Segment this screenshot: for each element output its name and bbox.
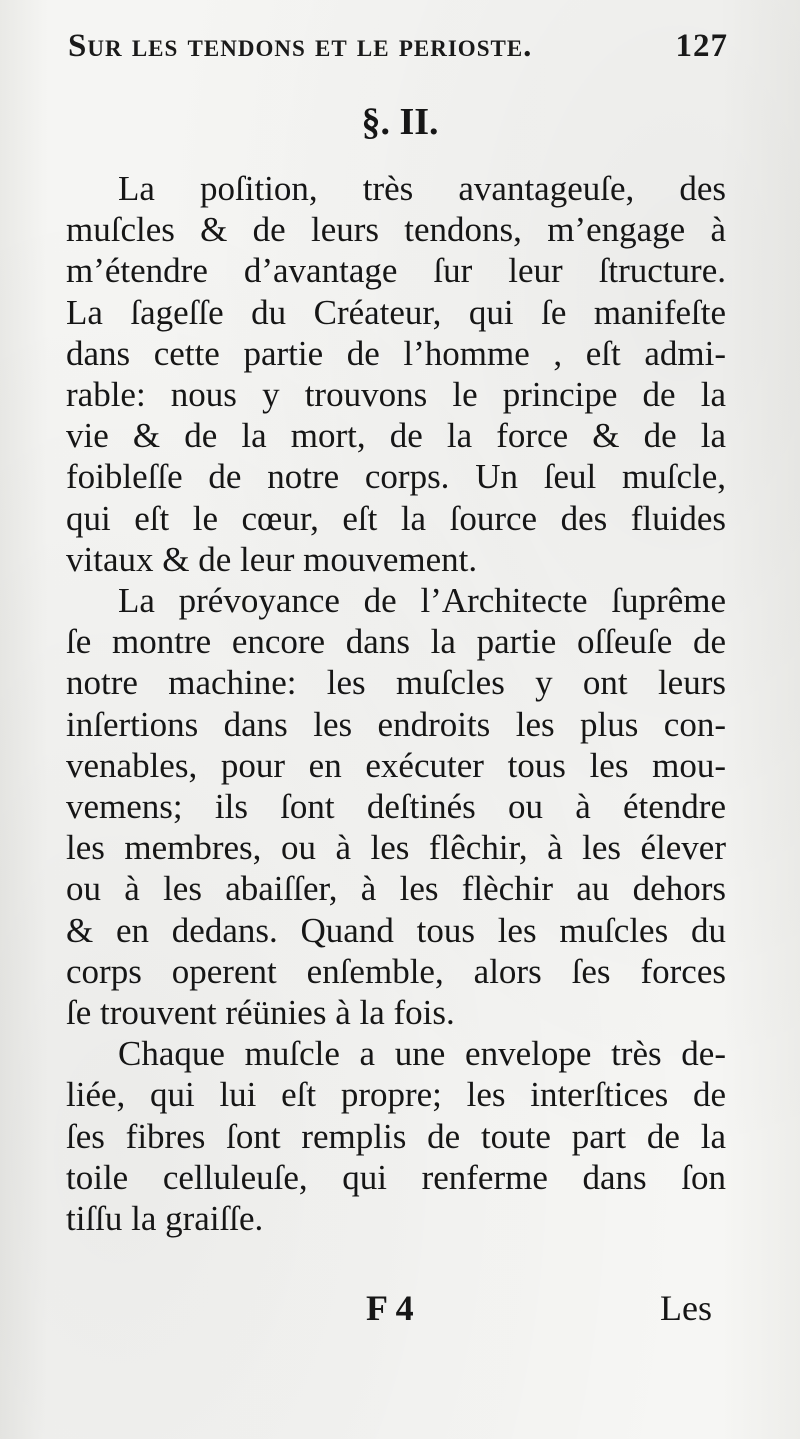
text-line: ſe trouvent réünies à la fois. bbox=[66, 993, 455, 1033]
page-footer bbox=[0, 1287, 800, 1333]
text-line: vie & de la mort, de la force & de la bbox=[66, 416, 726, 456]
text-line: muſcles & de leurs tendons, m’engage à bbox=[66, 210, 726, 250]
paragraph-2 bbox=[66, 580, 726, 1033]
text-line: venables, pour en exécuter tous les mou- bbox=[66, 745, 726, 785]
page-number: 127 bbox=[675, 28, 728, 64]
text-line: qui eſt le cœur, eſt la ſource des fluides bbox=[66, 498, 726, 538]
text-line: m’étendre d’avantage ſur leur ſtructure. bbox=[66, 251, 726, 291]
text-line: foibleſſe de notre corps. Un ſeul muſcle, bbox=[66, 457, 726, 497]
text-line: tiſſu la graiſſe. bbox=[66, 1199, 264, 1239]
text-line: vemens; ils ſont deſtinés ou à étendre bbox=[66, 787, 726, 827]
text-line: rable: nous y trouvons le principe de la bbox=[66, 375, 726, 415]
text-line: La ſageſſe du Créateur, qui ſe manifeſte bbox=[66, 292, 726, 332]
section-heading: §. II. bbox=[361, 101, 439, 143]
catchword: Les bbox=[660, 1288, 712, 1328]
text-line: corps operent enſemble, alors ſes forces bbox=[66, 951, 726, 991]
text-line: ſe montre encore dans la partie oſſeuſe de bbox=[66, 622, 726, 662]
text-line: toile celluleuſe, qui renferme dans ſon bbox=[66, 1157, 726, 1197]
text-line: dans cette partie de l’homme , eſt admi- bbox=[66, 333, 726, 373]
text-line: La poſition, très avantageuſe, des bbox=[118, 169, 726, 208]
text-line: liée, qui lui eſt propre; les interſtices de bbox=[66, 1075, 726, 1115]
paragraph-3 bbox=[66, 1033, 726, 1239]
running-title: Sur les tendons et le perioste. bbox=[68, 28, 533, 64]
paragraph-1 bbox=[66, 168, 726, 580]
text-line: vitaux & de leur mouvement. bbox=[66, 539, 478, 579]
text-line: notre machine: les muſcles y ont leurs bbox=[66, 663, 726, 703]
page-header bbox=[68, 28, 728, 74]
text-line: La prévoyance de l’Architecte ſuprême bbox=[118, 581, 726, 621]
text-line: Chaque muſcle a une envelope très de- bbox=[118, 1034, 726, 1074]
text-line: ſes fibres ſont remplis de toute part de la bbox=[66, 1116, 726, 1156]
signature-mark: F 4 bbox=[366, 1288, 414, 1328]
text-line: & en dedans. Quand tous les muſcles du bbox=[66, 910, 726, 950]
text-line: ou à les abaiſſer, à les flèchir au dehors bbox=[66, 869, 726, 909]
text-line: les membres, ou à les flêchir, à les élever bbox=[66, 828, 726, 868]
text-line: inſertions dans les endroits les plus con- bbox=[66, 704, 726, 744]
body-text bbox=[66, 168, 726, 1239]
